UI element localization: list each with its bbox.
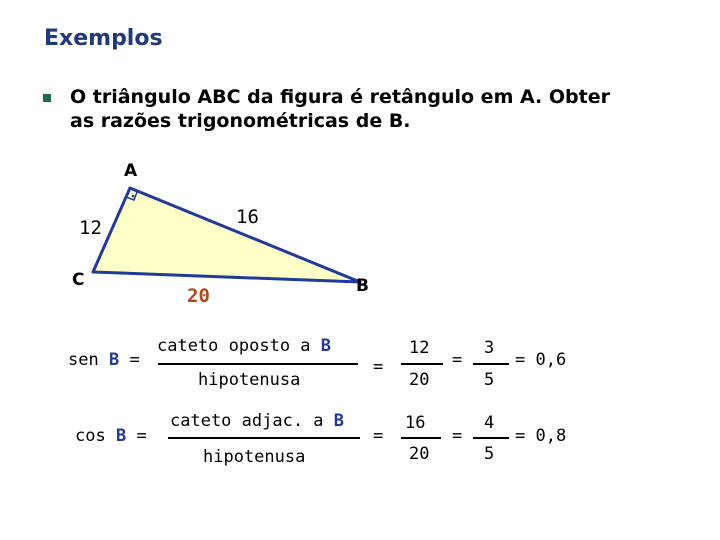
sine-lhs xyxy=(68,350,140,370)
sine-numerator xyxy=(157,336,331,356)
sine-equals-1: = xyxy=(373,357,384,377)
statement-line-1: O triângulo ABC da figura é retângulo em A. Obter xyxy=(70,86,610,108)
side-bc-label: 20 xyxy=(187,285,210,307)
sine-value-bar xyxy=(401,363,443,365)
cosine-numerator xyxy=(170,411,344,431)
sine-denominator: hipotenusa xyxy=(198,370,301,390)
cosine-equals-2: = xyxy=(452,426,463,446)
cosine-var: B xyxy=(115,426,127,446)
cosine-value-bar xyxy=(401,437,441,439)
vertex-a-label: A xyxy=(124,161,138,181)
sine-value-denominator: 20 xyxy=(409,370,430,390)
side-ab-label: 16 xyxy=(236,206,259,228)
vertex-c-label: C xyxy=(72,270,85,290)
slide-title: Exemplos xyxy=(44,26,163,51)
cosine-numerator-var: B xyxy=(333,411,345,431)
sine-value-numerator: 12 xyxy=(409,338,430,358)
cosine-fraction-bar xyxy=(168,437,360,439)
sine-var: B xyxy=(108,350,120,370)
sine-numerator-text: cateto oposto a xyxy=(157,336,311,356)
cosine-numerator-text: cateto adjac. a xyxy=(170,411,324,431)
right-angle-dot xyxy=(132,195,135,198)
cosine-simplified-bar xyxy=(473,437,509,439)
cosine-value-numerator: 16 xyxy=(405,413,426,433)
statement-line-2: as razões trigonométricas de B. xyxy=(70,110,411,132)
triangle-shape xyxy=(93,188,360,282)
cosine-equals-1: = xyxy=(373,426,384,446)
side-ac-label: 12 xyxy=(79,217,102,239)
sine-fraction-bar xyxy=(158,363,358,365)
cosine-simplified-numerator: 4 xyxy=(484,413,495,433)
cosine-lhs-equals: = xyxy=(136,426,147,446)
sine-simplified-denominator: 5 xyxy=(484,370,495,390)
sine-equals-2: = xyxy=(452,350,463,370)
sine-lhs-equals: = xyxy=(129,350,140,370)
sine-result: = 0,6 xyxy=(515,350,567,370)
sine-simplified-bar xyxy=(473,363,509,365)
cosine-func: cos xyxy=(75,426,106,446)
cosine-result: = 0,8 xyxy=(515,426,567,446)
sine-func: sen xyxy=(68,350,99,370)
cosine-value-denominator: 20 xyxy=(409,444,430,464)
cosine-denominator: hipotenusa xyxy=(203,447,306,467)
cosine-lhs xyxy=(75,426,147,446)
vertex-b-label: B xyxy=(356,276,369,296)
sine-numerator-var: B xyxy=(320,336,332,356)
sine-simplified-numerator: 3 xyxy=(484,338,495,358)
cosine-simplified-denominator: 5 xyxy=(484,444,495,464)
